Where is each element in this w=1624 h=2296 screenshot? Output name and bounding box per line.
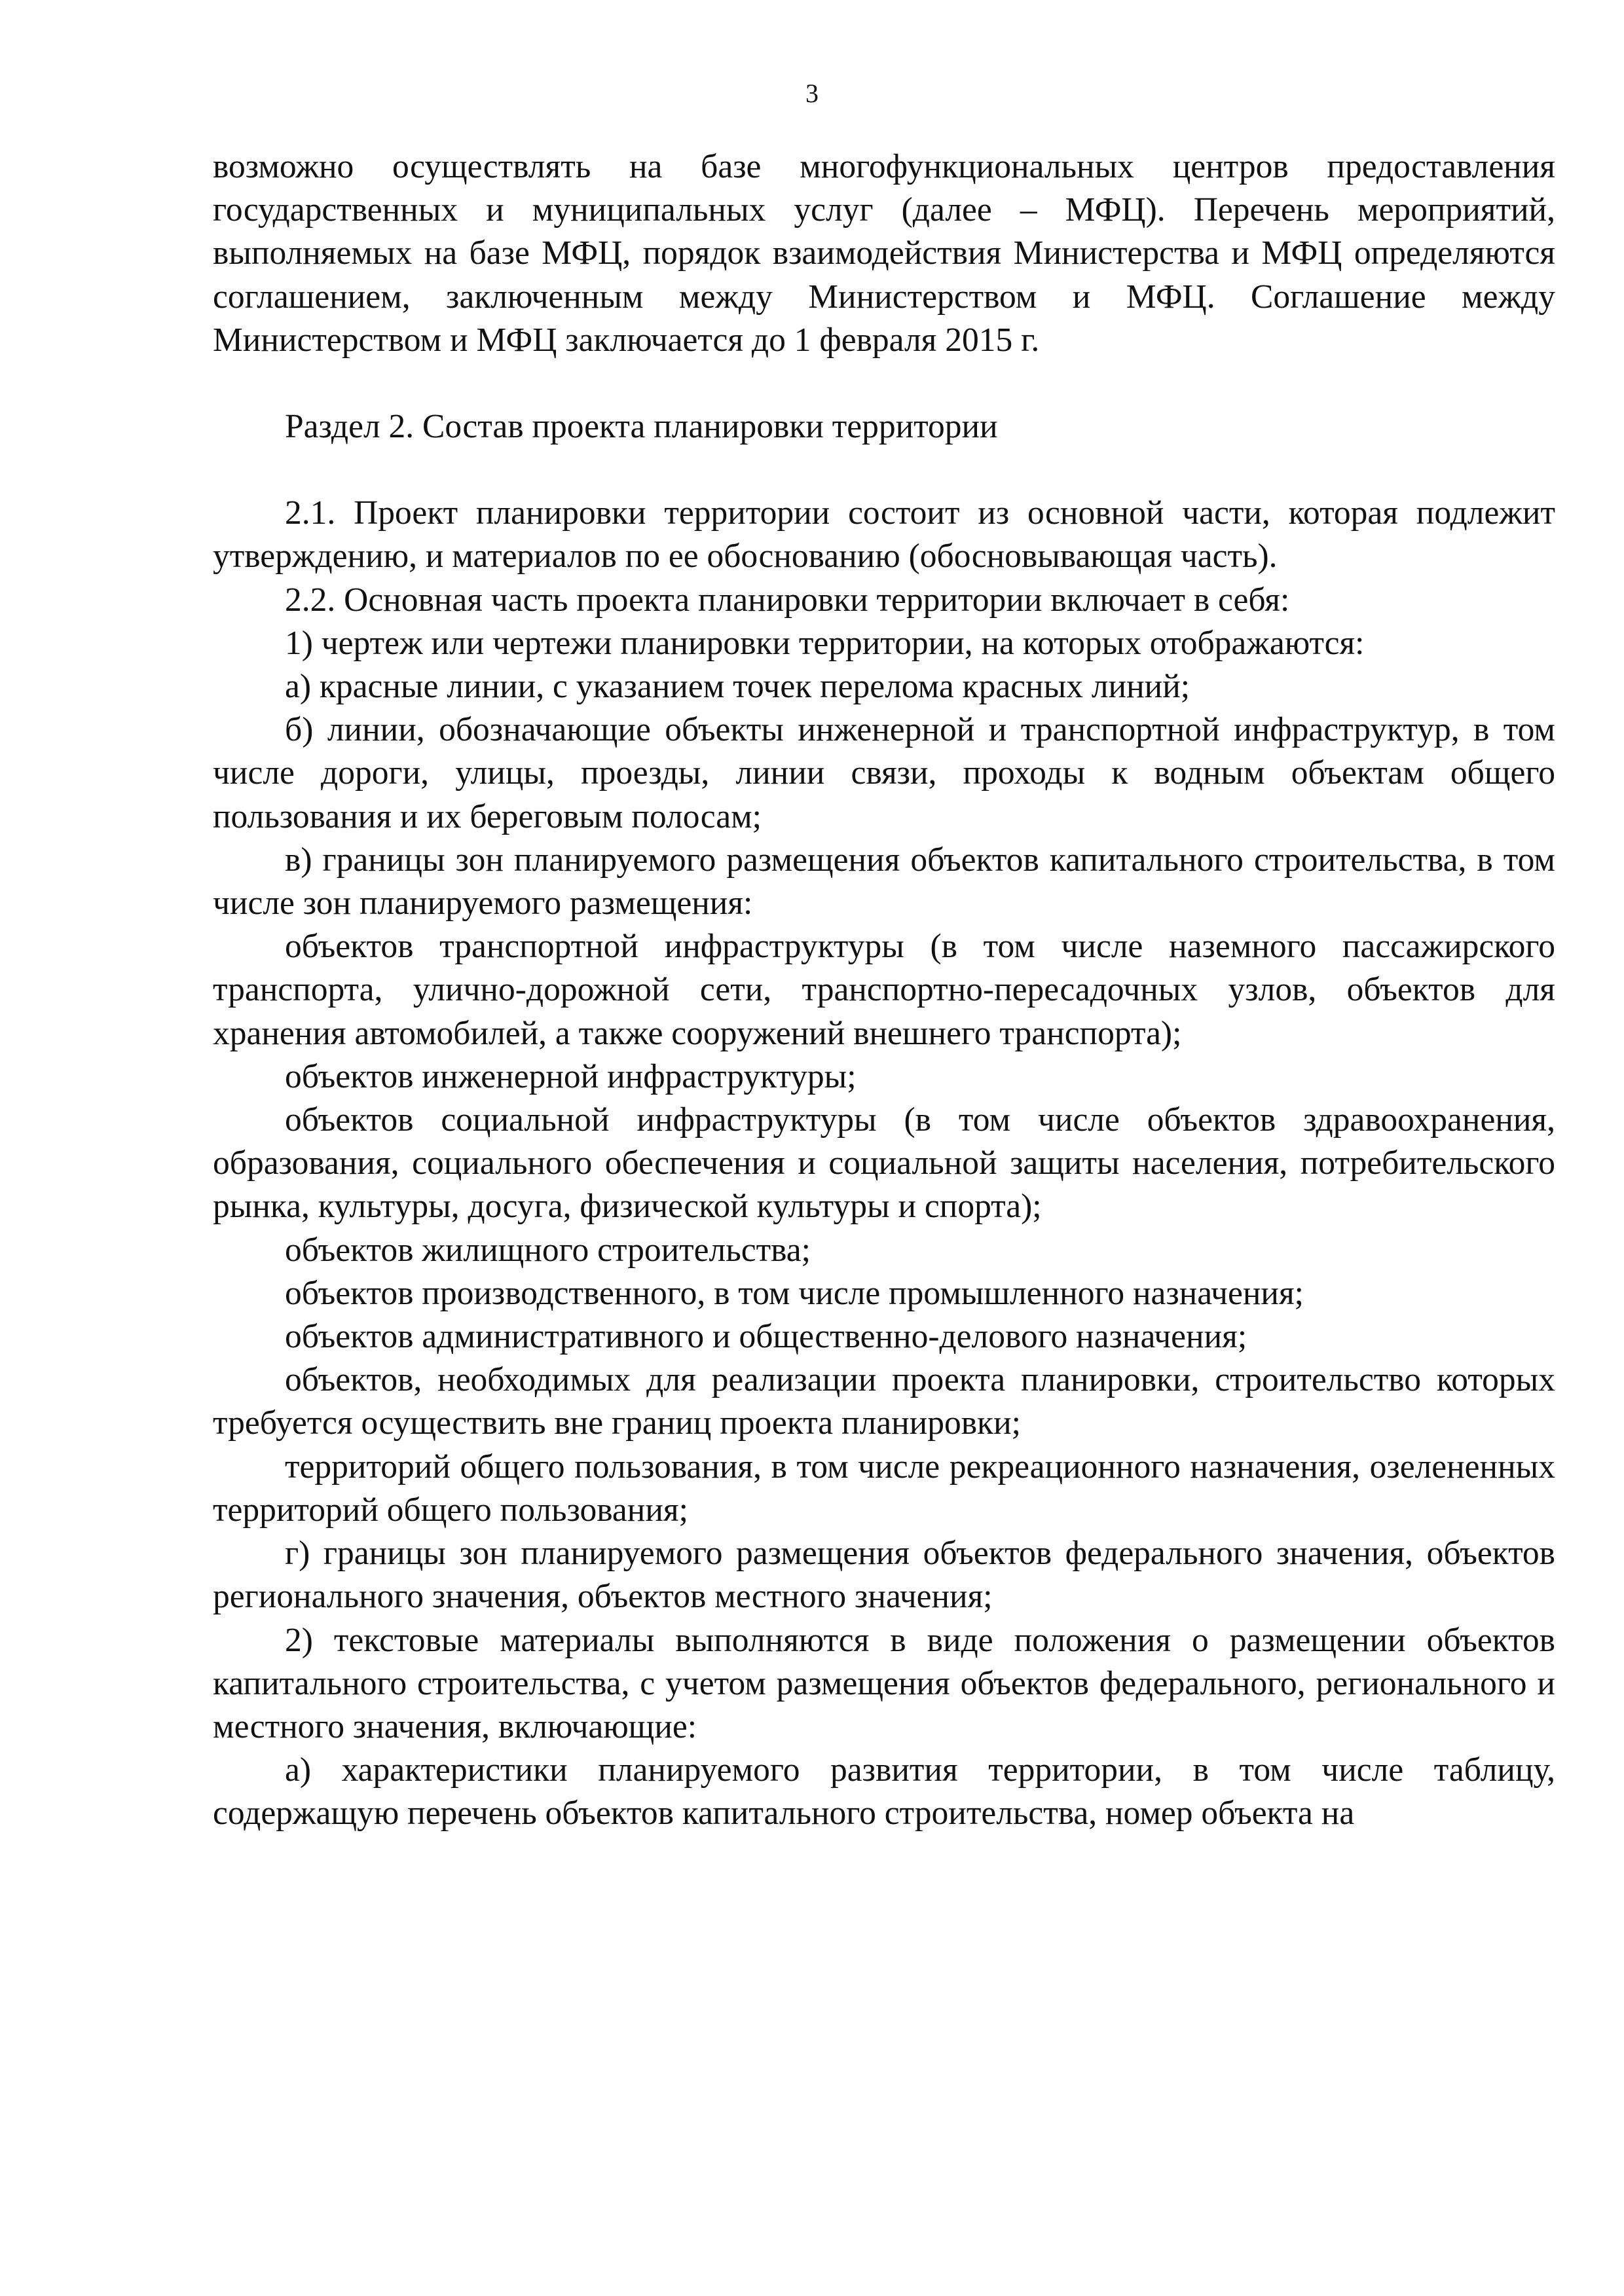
list-item-housing: объектов жилищного строительства; <box>285 1231 811 1269</box>
list-item-g: г) границы зон планируемого размещения объектов федерального значения, объектов регионального значения, объектов местного значения; <box>213 1535 1555 1616</box>
paragraph-2-2: 2.2. Основная часть проекта планировки территории включает в себя: <box>285 581 1290 619</box>
section-title: Раздел 2. Состав проекта планировки территории <box>285 408 998 446</box>
list-item-2a: а) характеристики планируемого развития территории, в том числе таблицу, содержащую перечень объектов капитального строительства, номер объекта на <box>213 1751 1555 1832</box>
list-item-social: объектов социальной инфраструктуры (в том числе объектов здравоохранения, образования, социального обеспечения и социальной защиты населения, потребительского рынка, культуры, досуга, физической культуры и спорта); <box>213 1101 1555 1226</box>
list-item-industrial: объектов производственного, в том числе промышленного назначения; <box>285 1274 1304 1312</box>
list-item-b: б) линии, обозначающие объекты инженерной и транспортной инфраструктур, в том числе дороги, улицы, проезды, линии связи, проходы к водным объектам общего пользования и их береговым полосам; <box>213 711 1555 835</box>
list-item-external: объектов, необходимых для реализации проекта планировки, строительство которых требуется осуществить вне границ проекта планировки; <box>213 1361 1555 1442</box>
list-item-a: а) красные линии, с указанием точек перелома красных линий; <box>285 668 1190 706</box>
paragraph-mfc-agreement: возможно осуществлять на базе многофункциональных центров предоставления государственных и муниципальных услуг (далее – МФЦ). Перечень мероприятий, выполняемых на базе МФЦ, порядок взаимодействия Министерства и МФЦ определяются соглашением, заключенным между Министерством и МФЦ. Соглашение между Министерством и МФЦ заключается до 1 февраля 2015 г. <box>213 148 1555 359</box>
list-item-v: в) границы зон планируемого размещения объектов капитального строительства, в том числе зон планируемого размещения: <box>213 841 1555 922</box>
paragraph-2-1: 2.1. Проект планировки территории состоит из основной части, которая подлежит утверждению, и материалов по ее обоснованию (обосновывающая часть). <box>213 494 1555 575</box>
document-body <box>213 145 1555 1836</box>
list-item-1: 1) чертеж или чертежи планировки территории, на которых отображаются: <box>285 624 1365 662</box>
page-number: 3 <box>805 79 819 108</box>
list-item-2: 2) текстовые материалы выполняются в виде положения о размещении объектов капитального строительства, с учетом размещения объектов федерального, регионального и местного значения, включающие: <box>213 1621 1555 1745</box>
list-item-engineering: объектов инженерной инфраструктуры; <box>285 1057 857 1095</box>
list-item-transport: объектов транспортной инфраструктуры (в том числе наземного пассажирского транспорта, улично-дорожной сети, транспортно-пересадочных узлов, объектов для хранения автомобилей, а также сооружений внешнего транспорта); <box>213 928 1555 1052</box>
list-item-public-areas: территорий общего пользования, в том числе рекреационного назначения, озелененных территорий общего пользования; <box>213 1448 1555 1529</box>
list-item-administrative: объектов административного и общественно-делового назначения; <box>285 1318 1247 1356</box>
